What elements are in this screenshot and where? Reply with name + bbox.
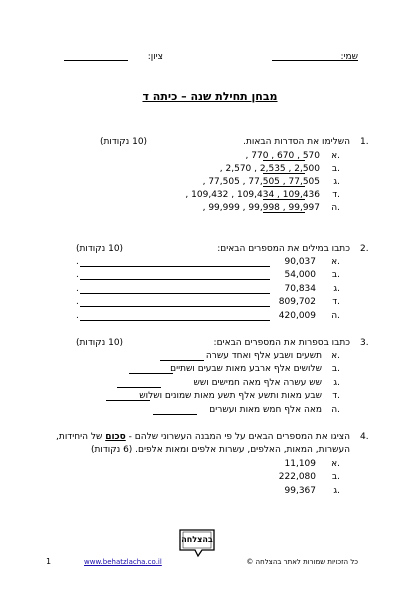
answer-blank[interactable] <box>106 400 150 401</box>
answer-blank[interactable] <box>129 373 173 374</box>
item-letter: ד. <box>332 190 340 200</box>
q4-number: 4. <box>360 432 369 442</box>
q3-number: 3. <box>360 338 369 348</box>
answer-line[interactable] <box>80 266 270 267</box>
number-to-write: 90,037 <box>284 257 316 267</box>
item-letter: ה. <box>331 311 340 321</box>
item-letter: א. <box>331 459 340 469</box>
answer-line[interactable] <box>80 306 270 307</box>
q3-instruction: כתבו בספרות את המספרים הבאים: <box>213 338 350 348</box>
item-letter: א. <box>331 151 340 161</box>
line-period: . <box>76 311 79 321</box>
page-number: 1 <box>46 557 52 566</box>
answer-blank[interactable] <box>153 414 197 415</box>
q4-line1-after: של היחידות, <box>56 432 106 442</box>
item-letter: ד. <box>332 297 340 307</box>
answer-blank[interactable] <box>263 160 305 161</box>
line-period: . <box>76 297 79 307</box>
number-to-write: 54,000 <box>284 270 316 280</box>
number-to-expand: 222,080 <box>278 472 316 482</box>
answer-blank[interactable] <box>117 387 161 388</box>
item-letter: ה. <box>331 203 340 213</box>
q1-number: 1. <box>360 137 369 147</box>
item-letter: ג. <box>333 378 340 388</box>
answer-line[interactable] <box>80 279 270 280</box>
number-in-words: מאה אלף חמש מאות ועשרים <box>209 405 322 415</box>
grade-field <box>133 52 163 63</box>
q4-instruction-line2: העשרות, המאות, האלפים, עשרות אלפים ומאות אלפים. (6 נקודות) <box>90 445 350 455</box>
number-to-write: 70,834 <box>284 284 316 294</box>
number-in-words: תשעים ושבע אלף ואחד עשרה <box>205 351 322 361</box>
answer-blank[interactable] <box>263 199 305 200</box>
item-letter: ב. <box>331 270 340 280</box>
q1-points: (10 נקודות) <box>100 137 148 147</box>
line-period: . <box>76 270 79 280</box>
answer-line[interactable] <box>80 320 270 321</box>
answer-line[interactable] <box>80 293 270 294</box>
q3-points: (10 נקודות) <box>76 338 124 348</box>
line-period: . <box>76 284 79 294</box>
answer-blank[interactable] <box>263 173 305 174</box>
q2-points: (10 נקודות) <box>76 244 124 254</box>
line-period: . <box>76 257 79 267</box>
name-blank[interactable] <box>272 60 358 61</box>
q1-instruction: השלימו את הסדרות הבאות. <box>243 137 350 147</box>
sequence-text: 2,500 , 2,535 , 2,570 , <box>219 164 320 174</box>
page-title: מבחן תחילת שנה – כיתה ד <box>142 90 278 103</box>
number-in-words: שש עשרה אלף מאה חמישים ושש <box>193 378 322 388</box>
q4-line1-before: הציגו את המספרים הבאים על פי המבנה העשרוני שלהם - <box>125 432 350 442</box>
answer-blank[interactable] <box>263 186 305 187</box>
logo-text: בהצלחה <box>181 535 213 544</box>
item-letter: ב. <box>331 164 340 174</box>
q4-keyword: סכום <box>105 432 126 442</box>
name-field[interactable] <box>268 52 358 63</box>
website-link[interactable]: www.behatzlacha.co.il <box>84 558 162 566</box>
item-letter: א. <box>331 351 340 361</box>
q2-number: 2. <box>360 244 369 254</box>
sequence-text: 570 , 670 , 770 , <box>245 151 320 161</box>
answer-blank[interactable] <box>263 212 305 213</box>
sequence-text: 99,997 , 99,998 , 99,999 , <box>202 203 320 213</box>
grade-label: ציון: <box>147 52 163 62</box>
number-to-write: 809,702 <box>278 297 316 307</box>
number-in-words: שלושים אלף ארבע מאות שבעים ושתיים <box>170 364 322 374</box>
number-in-words: שבע מאות ותשע אלף תשע מאות שמונים ושלוש <box>139 391 322 401</box>
item-letter: ב. <box>331 364 340 374</box>
q4-instruction-line1 <box>56 432 350 443</box>
q2-instruction: כתבו במילים את המספרים הבאים: <box>217 244 350 254</box>
item-letter: ד. <box>332 391 340 401</box>
item-letter: ג. <box>333 486 340 496</box>
item-letter: ג. <box>333 284 340 294</box>
item-letter: ב. <box>331 472 340 482</box>
item-letter: ה. <box>331 405 340 415</box>
sequence-text: 109,436 , 109,434 , 109,432 , <box>185 190 320 200</box>
sequence-text: 77,505 , 77,505 , 77,505 , <box>202 177 320 187</box>
number-to-expand: 11,109 <box>284 459 316 469</box>
logo <box>178 528 216 558</box>
item-letter: ג. <box>333 177 340 187</box>
item-letter: א. <box>331 257 340 267</box>
answer-blank[interactable] <box>160 360 204 361</box>
name-label: שמי: <box>340 52 358 62</box>
grade-blank[interactable] <box>64 60 128 61</box>
number-to-expand: 99,367 <box>284 486 316 496</box>
copyright-text: כל הזכויות שמורות לאתר בהצלחה © <box>246 558 358 566</box>
number-to-write: 420,009 <box>278 311 316 321</box>
